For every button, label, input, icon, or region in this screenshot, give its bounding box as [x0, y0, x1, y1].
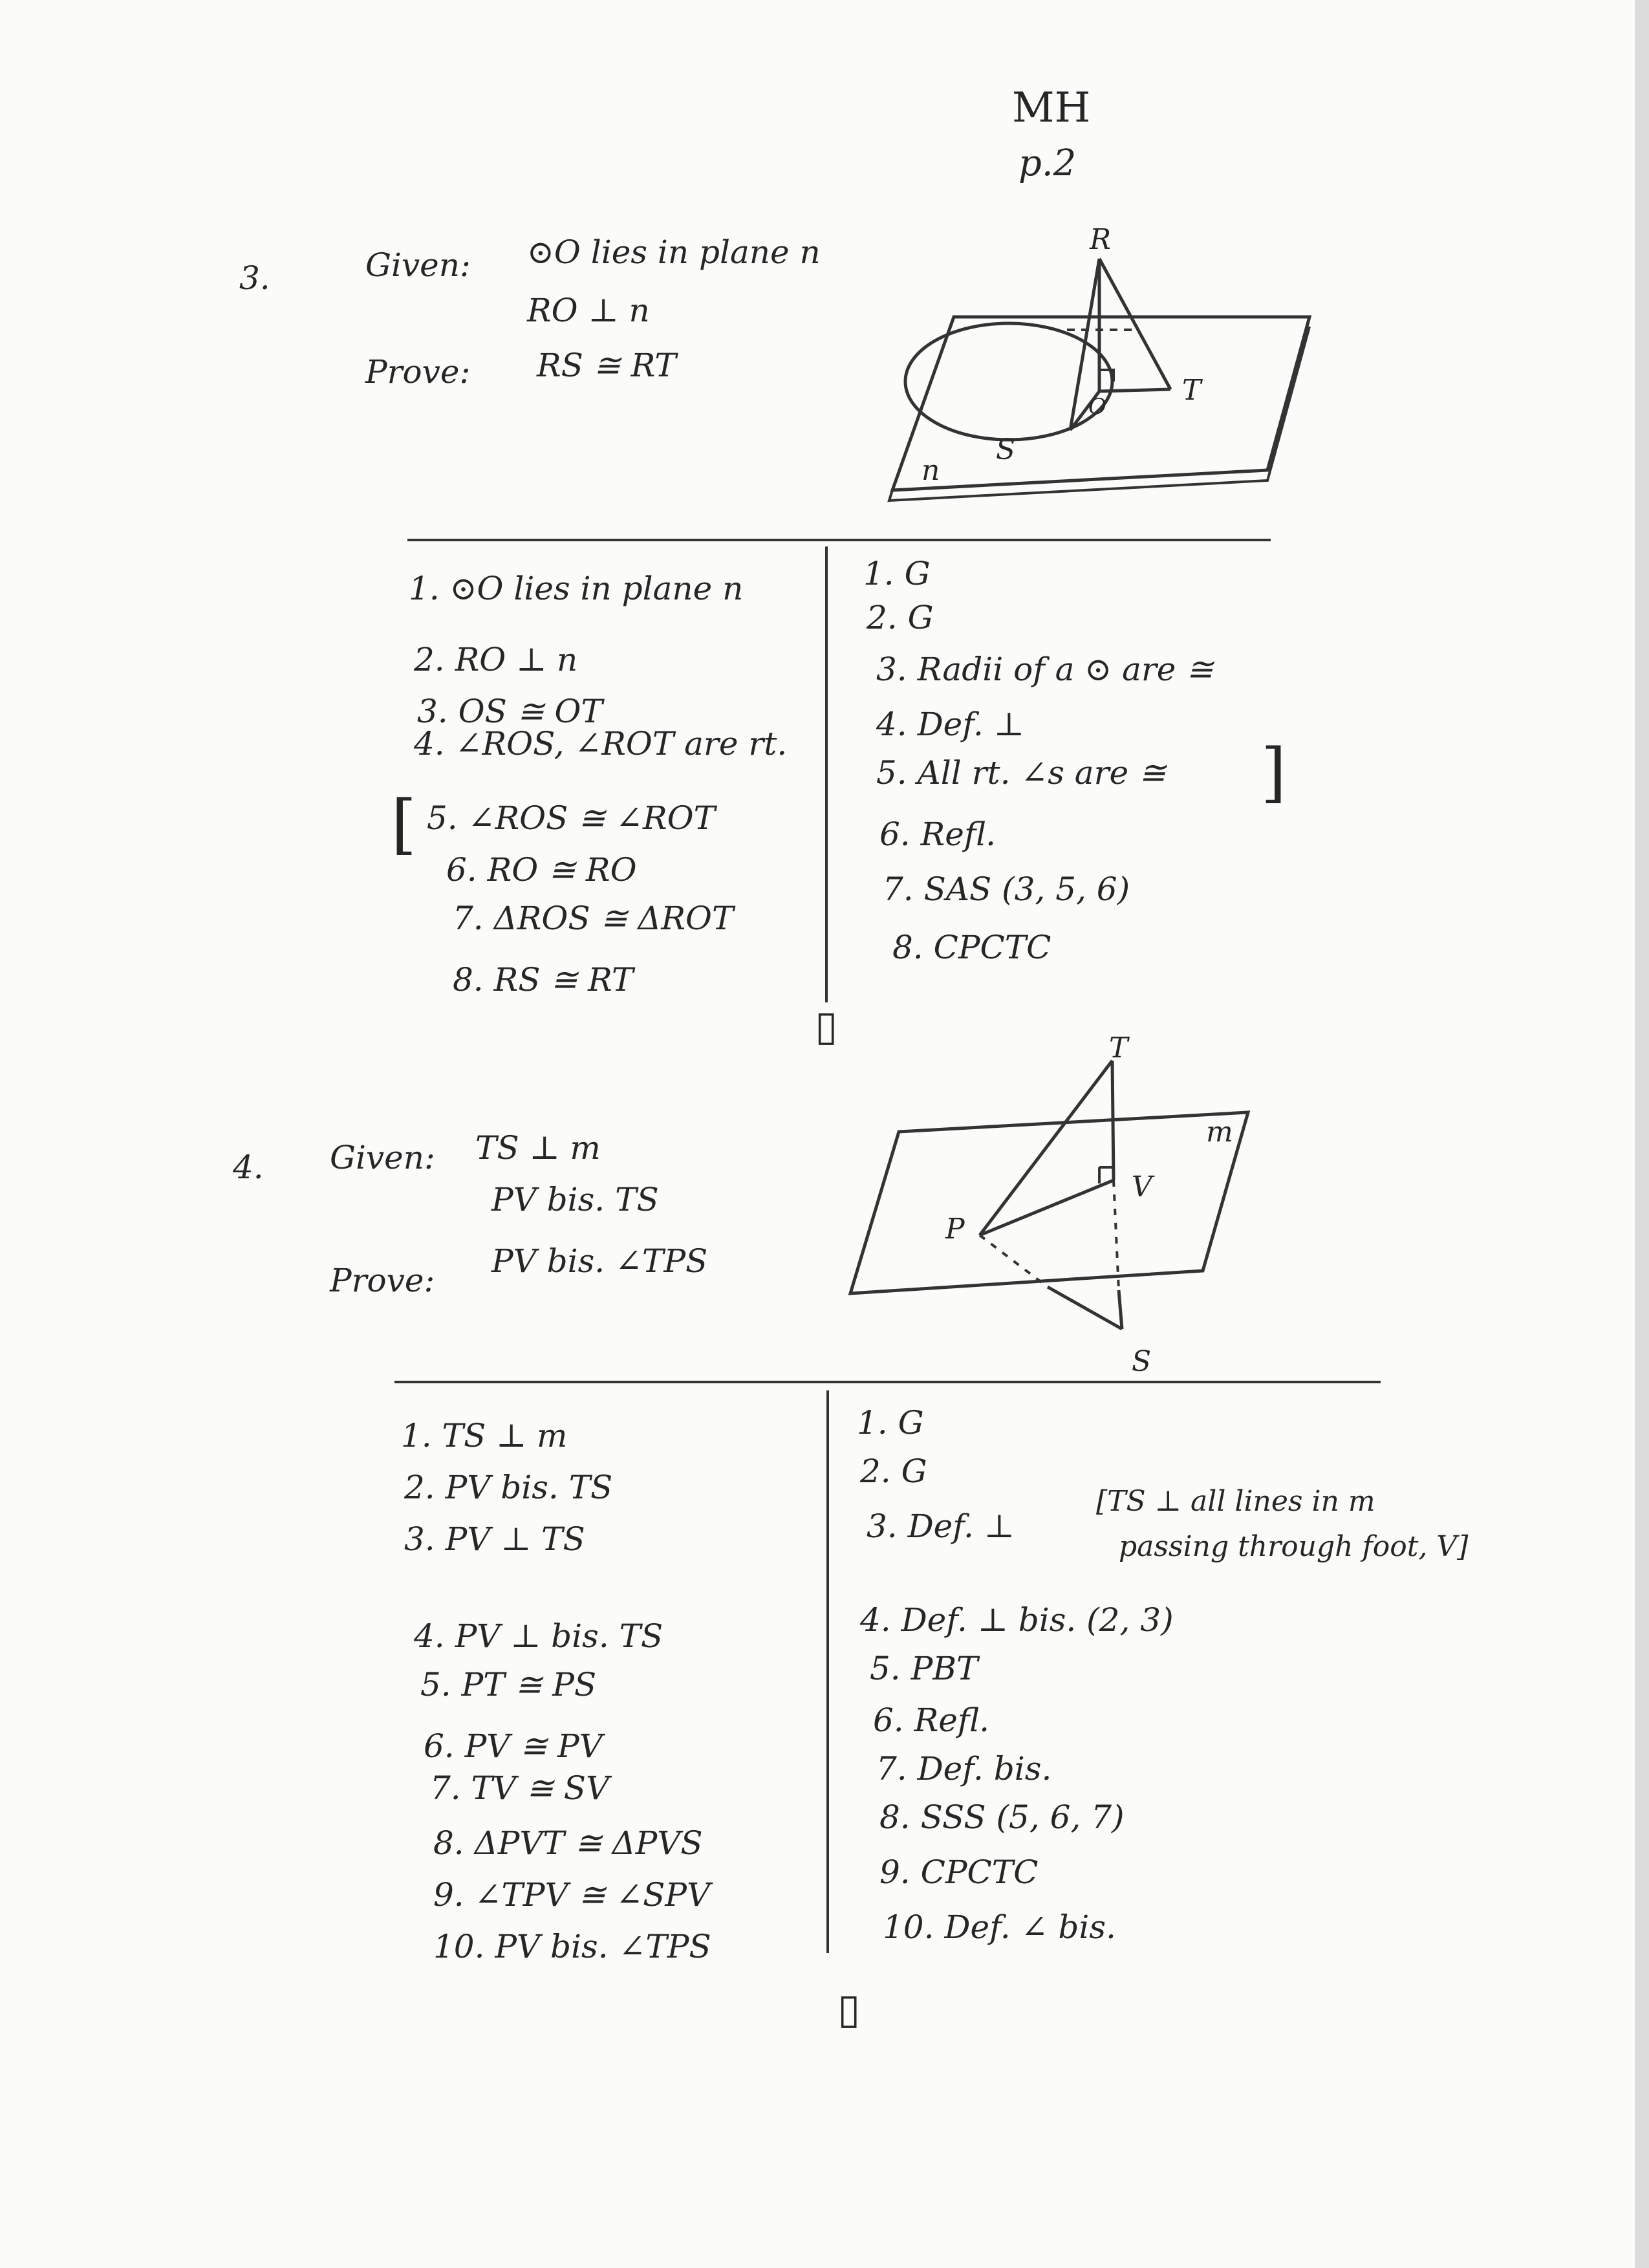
problem3-end-mark: ▯ — [815, 1002, 838, 1050]
figure4-label-t: T — [1109, 1035, 1128, 1064]
problem4-prove-label: Prove: — [330, 1262, 435, 1299]
problem3-statement-3: 3. OS ≅ OT — [417, 693, 603, 730]
problem4-reason-3-note-2: passing through foot, V] — [1119, 1530, 1469, 1563]
problem3-table-vline — [825, 546, 828, 1002]
problem4-prove: PV bis. ∠TPS — [491, 1242, 708, 1280]
figure4-label-s: S — [1132, 1345, 1152, 1378]
problem4-reason-7: 7. Def. bis. — [876, 1750, 1052, 1787]
problem4-statement-2: 2. PV bis. TS — [404, 1469, 613, 1506]
problem4-end-mark: ▯ — [837, 1985, 861, 2033]
problem4-reason-9: 9. CPCTC — [879, 1853, 1039, 1891]
problem4-given-1: TS ⊥ m — [475, 1129, 601, 1167]
problem4-statement-1: 1. TS ⊥ m — [401, 1417, 568, 1454]
problem4-reason-4: 4. Def. ⊥ bis. (2, 3) — [860, 1601, 1174, 1639]
problem3-statement-2: 2. RO ⊥ n — [414, 641, 578, 678]
problem3-reason-7: 7. SAS (3, 5, 6) — [883, 870, 1130, 908]
circle-o — [905, 323, 1112, 440]
problem3-statement-4: 4. ∠ROS, ∠ROT are rt. — [414, 725, 788, 762]
problem4-given-label: Given: — [330, 1139, 435, 1176]
problem4-reason-5: 5. PBT — [870, 1650, 978, 1687]
problem4-statement-9: 9. ∠TPV ≅ ∠SPV — [433, 1876, 711, 1914]
problem4-figure — [841, 1035, 1267, 1397]
problem3-reason-8: 8. CPCTC — [892, 929, 1051, 966]
problem3-statement-6: 6. RO ≅ RO — [446, 851, 637, 889]
problem3-reason-6: 6. Refl. — [879, 815, 997, 853]
problem4-statement-5: 5. PT ≅ PS — [420, 1666, 597, 1703]
problem4-statement-10: 10. PV bis. ∠TPS — [433, 1928, 711, 1965]
problem4-statement-6: 6. PV ≅ PV — [424, 1727, 603, 1765]
problem3-reason-4: 4. Def. ⊥ — [876, 706, 1024, 743]
segment-vs-hidden — [1114, 1180, 1119, 1290]
problem3-prove: RS ≅ RT — [537, 347, 676, 384]
problem3-bracket-open: [ — [391, 786, 417, 862]
problem3-bracket-close: ] — [1261, 735, 1287, 810]
problem3-table-hline — [407, 539, 1271, 541]
problem4-statement-4: 4. PV ⊥ bis. TS — [414, 1617, 663, 1655]
problem3-reason-3: 3. Radii of a ⊙ are ≅ — [876, 651, 1214, 688]
problem3-prove-label: Prove: — [365, 353, 471, 391]
header-initials: MH — [1012, 84, 1091, 132]
problem4-statement-7: 7. TV ≅ SV — [430, 1769, 610, 1807]
problem3-statement-8: 8. RS ≅ RT — [453, 961, 634, 999]
problem4-reason-6: 6. Refl. — [873, 1701, 990, 1739]
problem4-table-hline — [394, 1381, 1381, 1383]
problem4-reason-1: 1. G — [857, 1404, 924, 1442]
problem4-reason-2: 2. G — [860, 1453, 927, 1490]
problem4-given-2: PV bis. TS — [491, 1181, 659, 1218]
figure4-label-v: V — [1132, 1171, 1152, 1204]
segment-tv — [1112, 1061, 1114, 1180]
problem3-given-label: Given: — [365, 246, 471, 284]
problem4-table-vline — [826, 1390, 829, 1953]
problem3-statement-5: 5. ∠ROS ≅ ∠ROT — [427, 799, 715, 837]
figure3-label-t: T — [1182, 374, 1202, 407]
problem3-figure — [879, 220, 1332, 517]
segment-ot — [1099, 389, 1170, 391]
figure3-label-s: S — [996, 433, 1016, 466]
segment-ps — [1048, 1287, 1122, 1329]
header-page-number: p.2 — [1018, 142, 1077, 184]
problem4-reason-10: 10. Def. ∠ bis. — [883, 1908, 1116, 1946]
problem3-given-2: RO ⊥ n — [527, 292, 650, 329]
problem3-reason-5: 5. All rt. ∠s are ≅ — [876, 754, 1166, 792]
problem4-statement-8: 8. ΔPVT ≅ ΔPVS — [433, 1824, 703, 1862]
figure4-label-p: P — [945, 1213, 965, 1246]
problem3-statement-1: 1. ⊙O lies in plane n — [409, 570, 744, 607]
plane-m — [850, 1112, 1248, 1293]
segment-ps-hidden — [980, 1235, 1048, 1287]
figure3-label-o: O — [1088, 394, 1106, 420]
figure3-label-n: n — [921, 454, 940, 487]
problem4-statement-3: 3. PV ⊥ TS — [404, 1520, 585, 1558]
page-edge-shadow — [1635, 0, 1649, 2268]
figure3-label-r: R — [1090, 223, 1112, 256]
problem4-reason-3-note-1: [TS ⊥ all lines in m — [1096, 1485, 1375, 1518]
figure4-label-m: m — [1206, 1116, 1233, 1149]
problem3-given-1: ⊙O lies in plane n — [527, 233, 821, 271]
problem3-statement-7: 7. ΔROS ≅ ΔROT — [453, 900, 734, 937]
problem3-reason-2: 2. G — [867, 599, 934, 636]
problem3-reason-1: 1. G — [863, 555, 931, 592]
problem4-reason-3: 3. Def. ⊥ — [867, 1507, 1015, 1545]
problem4-number: 4. — [233, 1149, 264, 1186]
problem3-number: 3. — [239, 259, 270, 297]
problem4-reason-8: 8. SSS (5, 6, 7) — [879, 1798, 1125, 1836]
segment-vs — [1119, 1290, 1122, 1329]
